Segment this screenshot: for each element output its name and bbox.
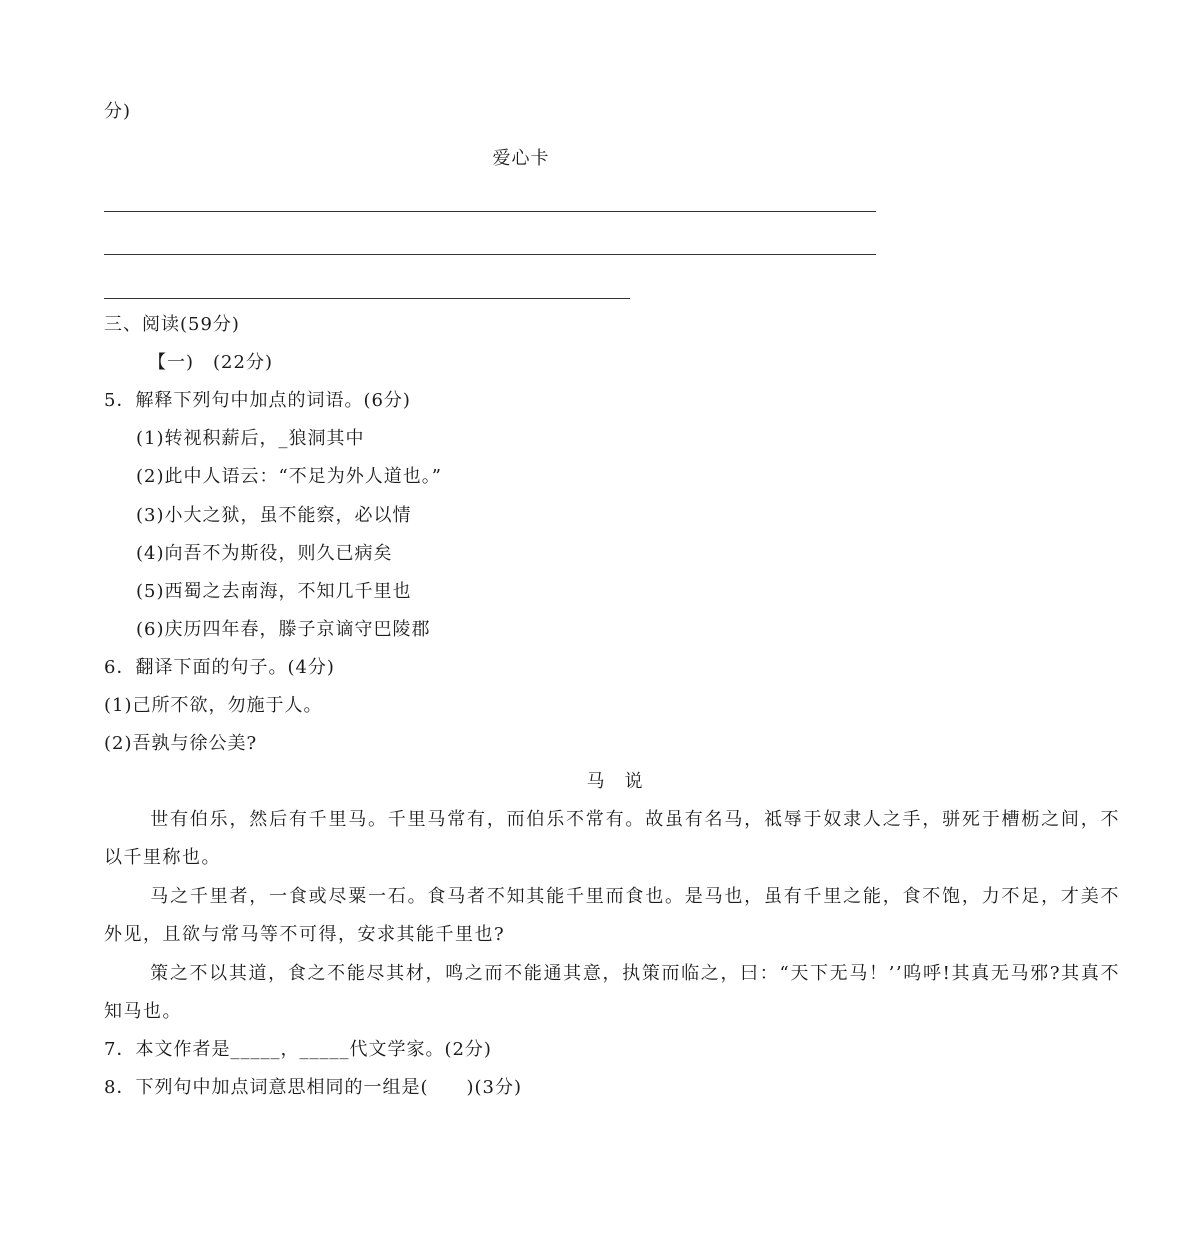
- love-card-title: 爱心卡: [492, 148, 550, 169]
- passage-paragraph: [104, 801, 1120, 877]
- question-item: (6)庆历四年春，滕子京谪守巴陵郡: [136, 619, 431, 640]
- passage-paragraph: [104, 955, 1120, 1031]
- answer-line-1: [104, 211, 876, 212]
- question-item: (4)向吾不为斯役，则久已病矣: [136, 543, 393, 564]
- passage-paragraph: [104, 878, 1120, 954]
- paragraph-text: 策之不以其道，食之不能尽其材，鸣之而不能通其意，执策而临之，曰：“天下无马！’’呜呼!其真无马邪?其真不知马也。: [104, 963, 1120, 1022]
- question-item: (1)转视积薪后，_狼洞其中: [136, 428, 365, 449]
- paragraph-text: 马之千里者，一食或尽粟一石。食马者不知其能千里而食也。是马也，虽有千里之能，食不饱，力不足，才美不外见，且欲与常马等不可得，安求其能千里也?: [104, 886, 1120, 945]
- question-stem: 5．解释下列句中加点的词语。(6分): [104, 390, 411, 411]
- question-item: (2)吾孰与徐公美?: [104, 733, 258, 754]
- section-heading: 三、阅读(59分): [104, 314, 240, 335]
- part-heading: 【一) (22分): [148, 352, 273, 373]
- answer-line-3: [104, 298, 630, 299]
- question-item: (3)小大之狱，虽不能察，必以情: [136, 505, 412, 526]
- question-item: (1)己所不欲，勿施于人。: [104, 695, 323, 716]
- question-item: (2)此中人语云：“不足为外人道也。”: [136, 466, 442, 487]
- question-stem: 6．翻译下面的句子。(4分): [104, 657, 335, 678]
- question-8: 8．下列句中加点词意思相同的一组是( )(3分): [104, 1077, 522, 1098]
- passage-title: 马 说: [586, 771, 644, 792]
- question-7: 7．本文作者是_____，_____代文学家。(2分): [104, 1039, 492, 1060]
- paragraph-text: 世有伯乐，然后有千里马。千里马常有，而伯乐不常有。故虽有名马，祗辱于奴隶人之手，骈死于槽枥之间，不以千里称也。: [104, 809, 1120, 868]
- header-fragment: 分): [104, 101, 132, 122]
- question-item: (5)西蜀之去南海，不知几千里也: [136, 581, 412, 602]
- answer-line-2: [104, 254, 876, 255]
